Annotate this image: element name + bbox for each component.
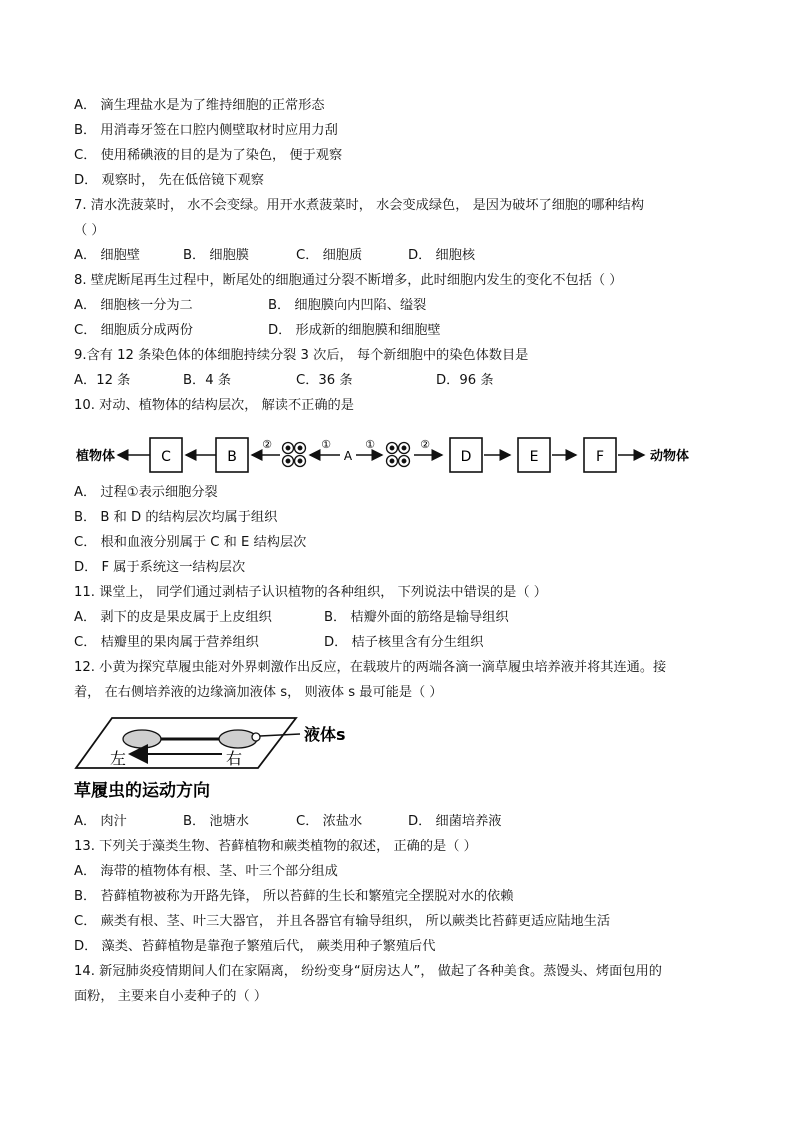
q12-option-d: D． 细菌培养液 [408,814,502,829]
q13-option-a: A． 海带的植物体有根、茎、叶三个部分组成 [74,864,338,879]
q6-option-b: B． 用消毒牙签在口腔内侧壁取材时应用力刮 [74,123,338,138]
q9-option-c: C．36 条 [296,373,353,388]
q10-option-a: A． 过程①表示细胞分裂 [74,485,218,500]
step-1-left: ① [321,438,331,451]
right-label: 右 [226,749,243,768]
q11-option-b: B． 桔瓣外面的筋络是输导组织 [324,610,509,625]
q7-option-b: B． 细胞膜 [183,248,249,263]
cell-cluster-right [387,443,410,467]
q7-option-a: A． 细胞壁 [74,248,140,263]
box-e-label: E [529,449,539,465]
q13-option-c: C． 蕨类有根、茎、叶三大器官， 并且各器官有输导组织， 所以蕨类比苔藓更适应陆地生活 [74,914,611,929]
movement-caption: 草履虫的运动方向 [74,781,210,801]
q13-option-b: B． 苔藓植物被称为开路先锋， 所以苔藓的生长和繁殖完全摆脱对水的依赖 [74,889,514,904]
q6-option-c: C． 使用稀碘液的目的是为了染色， 便于观察 [74,148,343,163]
q6-option-d: D． 观察时， 先在低倍镜下观察 [74,173,264,188]
q7-option-d: D． 细胞核 [408,248,476,263]
q7-answer-blank: （ ） [74,223,105,238]
q7-stem: 7. 清水洗菠菜时， 水不会变绿。用开水煮菠菜时， 水会变成绿色， 是因为破坏了细胞的哪种结构 [74,198,645,213]
cell-cluster-left [283,443,306,467]
q10-option-d: D． F 属于系统这一结构层次 [74,560,246,575]
left-drop [123,730,161,748]
q7-option-c: C． 细胞质 [296,248,363,263]
q8-option-c: C． 细胞质分成两份 [74,323,193,338]
step-2-right: ② [420,438,430,451]
q10-option-b: B． B 和 D 的结构层次均属于组织 [74,510,278,525]
liquid-s-drop [252,733,260,741]
q13-stem: 13. 下列关于藻类生物、苔藓植物和蕨类植物的叙述， 正确的是（ ） [74,839,477,854]
q8-stem: 8. 壁虎断尾再生过程中，断尾处的细胞通过分裂不断增多，此时细胞内发生的变化不包括（ ） [74,273,623,288]
box-b-label: B [227,449,237,465]
q12-option-a: A． 肉汁 [74,814,127,829]
box-f-label: F [595,449,605,465]
right-drop [219,730,257,748]
box-c-label: C [161,449,171,465]
animal-body-label: 动物体 [650,449,690,464]
q10-stem: 10. 对动、植物体的结构层次， 解读不正确的是 [74,398,354,413]
liquid-s-label: 液体s [304,725,346,744]
q11-option-d: D． 桔子核里含有分生组织 [324,635,484,650]
q12-stem-line2: 着， 在右侧培养液的边缘滴加液体 s， 则液体 s 最可能是（ ） [74,685,443,700]
q8-option-d: D． 形成新的细胞膜和细胞壁 [268,323,441,338]
center-cell-a: A [343,449,353,463]
q6-option-a: A． 滴生理盐水是为了维持细胞的正常形态 [74,98,325,113]
q9-option-a: A．12 条 [74,373,131,388]
q8-option-a: A． 细胞核一分为二 [74,298,193,313]
q14-stem-line1: 14. 新冠肺炎疫情期间人们在家隔离， 纷纷变身“厨房达人”， 做起了各种美食。蒸馒头、烤面包用的 [74,964,662,979]
q14-stem-line2: 面粉， 主要来自小麦种子的（ ） [74,989,268,1004]
q11-option-c: C． 桔瓣里的果肉属于营养组织 [74,635,259,650]
glass-slide [76,718,296,768]
q12-option-b: B． 池塘水 [183,814,249,829]
left-label: 左 [110,749,127,768]
structure-hierarchy-diagram [74,430,704,480]
q12-stem-line1: 12. 小黄为探究草履虫能对外界刺激作出反应，在载玻片的两端各滴一滴草履虫培养液并将其连通。接 [74,660,667,675]
step-2-left: ② [262,438,272,451]
q9-option-d: D．96 条 [436,373,494,388]
paramecium-slide-figure [74,712,394,804]
box-d-label: D [460,449,472,465]
q10-option-c: C． 根和血液分别属于 C 和 E 结构层次 [74,535,307,550]
step-1-right: ① [365,438,375,451]
q12-option-c: C． 浓盐水 [296,814,363,829]
q9-option-b: B．4 条 [183,373,232,388]
q9-stem: 9.含有 12 条染色体的体细胞持续分裂 3 次后， 每个新细胞中的染色体数目是 [74,348,529,363]
q11-stem: 11. 课堂上， 同学们通过剥桔子认识植物的各种组织， 下列说法中错误的是（ ） [74,585,547,600]
q8-option-b: B． 细胞膜向内凹陷、缢裂 [268,298,427,313]
plant-body-label: 植物体 [76,449,116,464]
q11-option-a: A． 剥下的皮是果皮属于上皮组织 [74,610,272,625]
q13-option-d: D． 藻类、苔藓植物是靠孢子繁殖后代， 蕨类用种子繁殖后代 [74,939,436,954]
